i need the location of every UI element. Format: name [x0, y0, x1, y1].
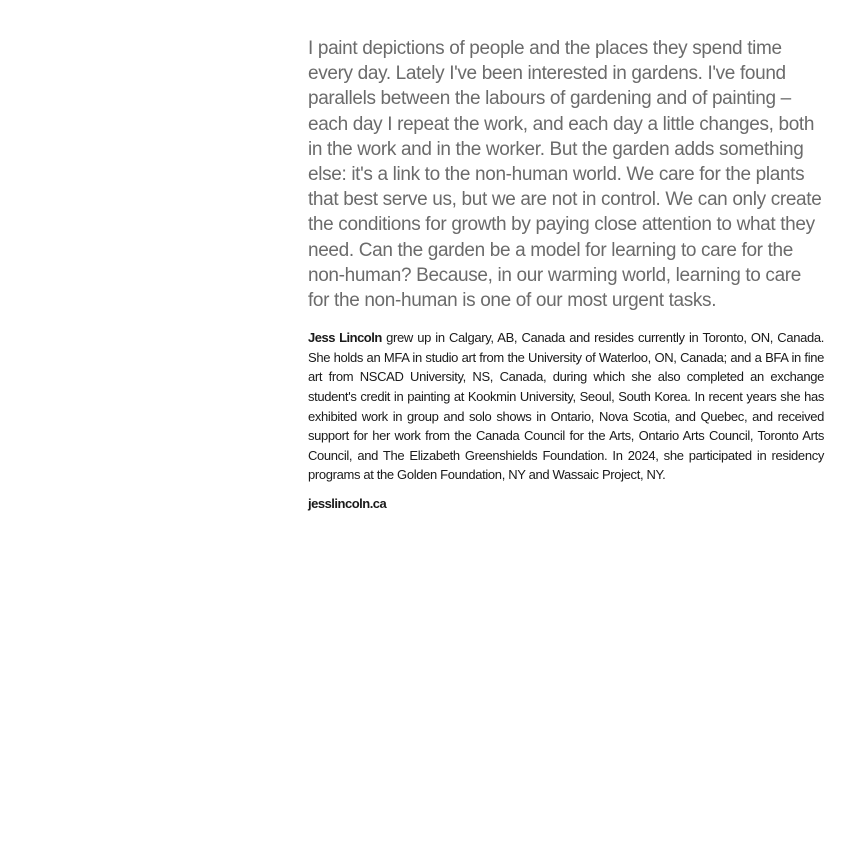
website-link[interactable]: jesslincoln.ca: [308, 495, 387, 511]
artist-bio: [308, 328, 824, 485]
artist-statement: I paint depictions of people and the places they spend time every day. Lately I've been interested in gardens. I've found parallels between the labours of gardening and of painting – each day I repeat the work, and each day a little changes, both in the work and in the worker. But the garden adds something else: it's a link to the non-human world. We care for the plants that best serve us, but we are not in control. We can only create the conditions for growth by paying close attention to what they need. Can the garden be a model for learning to care for the non-human? Because, in our warming world, learning to care for the non-human is one of our most urgent tasks.: [308, 38, 822, 312]
artist-text-block: [308, 36, 824, 512]
artist-bio-text: grew up in Calgary, AB, Canada and resides currently in Toronto, ON, Canada. She holds an MFA in studio art from the University of Waterloo, ON, Canada; and a BFA in fine art from NSCAD University, NS, Canada, during which she also completed an exchange student's credit in painting at Kookmin University, Seoul, South Korea. In recent years she has exhibited work in group and solo shows in Ontario, Nova Scotia, and Quebec, and received support for her work from the Canada Council for the Arts, Ontario Arts Council, Toronto Arts Council, and The Elizabeth Greenshields Foundation. In 2024, she participated in residency programs at the Golden Foundation, NY and Wassaic Project, NY.: [308, 330, 825, 483]
artist-name: Jess Lincoln: [308, 330, 382, 346]
